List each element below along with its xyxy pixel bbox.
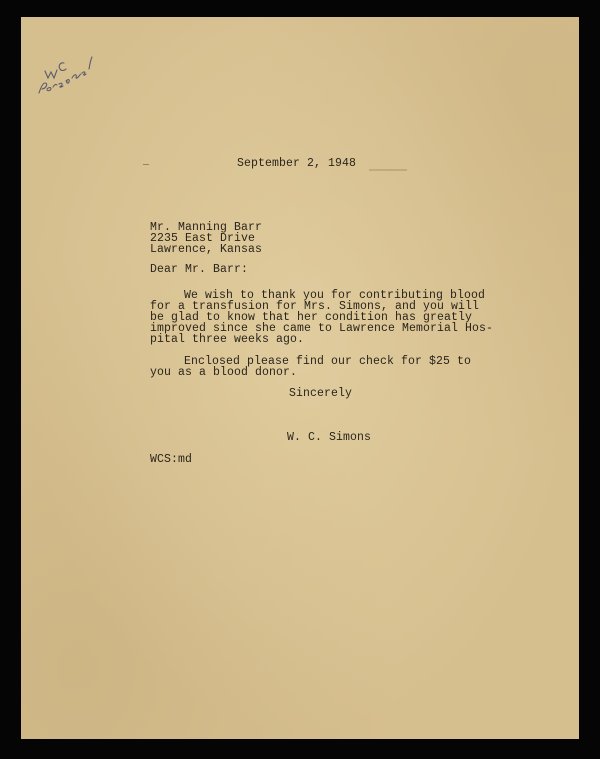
- paper-mark: [369, 169, 407, 171]
- recipient-city: Lawrence, Kansas: [150, 243, 263, 256]
- closing: Sincerely: [289, 387, 353, 400]
- body-line: for a transfusion for Mrs. Simons, and you will: [150, 300, 480, 313]
- salutation: Dear Mr. Barr:: [150, 263, 249, 276]
- body-line: Enclosed please find our check for $25 to: [184, 355, 472, 368]
- recipient-street: 2235 East Drive: [150, 232, 256, 245]
- letter-paper: [21, 17, 579, 739]
- recipient-name: Mr. Manning Barr: [150, 221, 263, 234]
- reference-initials: WCS:md: [150, 453, 193, 466]
- body-line: you as a blood donor.: [150, 366, 298, 379]
- body-line: pital three weeks ago.: [150, 333, 305, 346]
- body-line: be glad to know that her condition has greatly: [150, 311, 473, 324]
- body-line: We wish to thank you for contributing blood: [184, 289, 486, 302]
- body-line: improved since she came to Lawrence Memorial Hos-: [150, 322, 494, 335]
- paper-mark: [143, 164, 149, 165]
- letter-date: September 2, 1948: [237, 157, 357, 170]
- handwritten-note: [31, 45, 111, 105]
- signer-name: W. C. Simons: [287, 431, 372, 444]
